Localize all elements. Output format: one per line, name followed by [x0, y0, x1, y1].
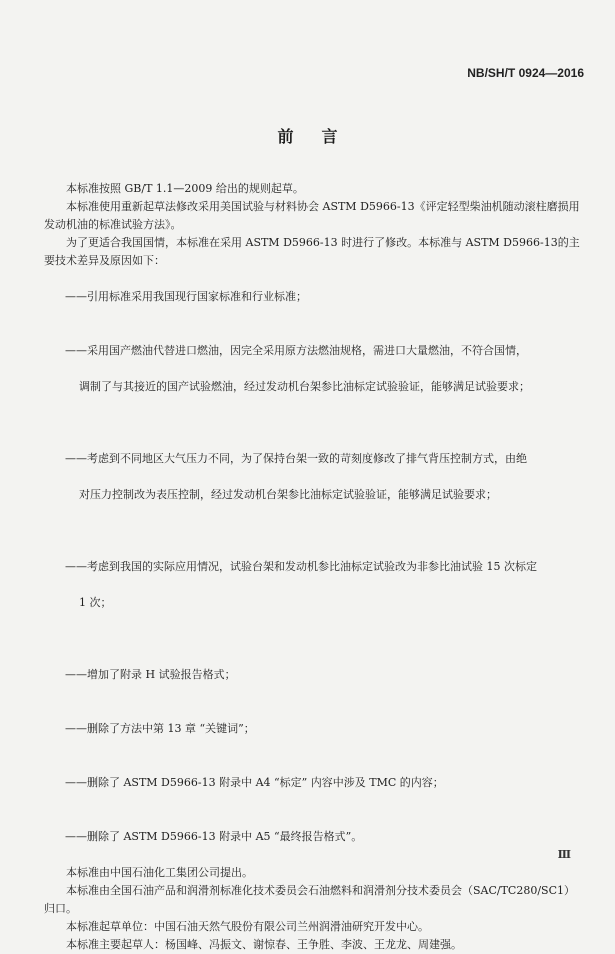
difference-line: ——删除了方法中第 13 章 “关键词”；	[64, 722, 255, 735]
paragraph-modification-intro: 为了更适合我国国情，本标准在采用 ASTM D5966-13 时进行了修改。本标准与 ASTM D5966-13的主要技术差异及原因如下：	[44, 236, 580, 267]
difference-continuation: 调制了与其接近的国产试验燃油，经过发动机台架参比油标定试验验证，能够满足试验要求；	[79, 380, 530, 393]
difference-continuation: 对压力控制改为表压控制，经过发动机台架参比油标定试验验证，能够满足试验要求；	[79, 488, 497, 501]
paragraph-drafting-rules: 本标准按照 GB/T 1.1—2009 给出的规则起草。	[66, 182, 304, 195]
difference-item	[44, 432, 584, 540]
difference-item	[44, 810, 584, 864]
paragraph-adoption-method: 本标准使用重新起草法修改采用美国试验与材料协会 ASTM D5966-13《评定轻型柴油机随动滚柱磨损用发动机油的标准试验方法》。	[44, 200, 580, 231]
difference-line: ——采用国产燃油代替进口燃油，因完全采用原方法燃油规格，需进口大量燃油，不符合国情，	[64, 344, 527, 357]
standard-number: NB/SH/T 0924—2016	[467, 66, 584, 80]
difference-line: ——考虑到我国的实际应用情况，试验台架和发动机参比油标定试验改为非参比油试验 15 次标定	[64, 560, 537, 573]
difference-item	[44, 324, 584, 432]
difference-line: ——增加了附录 H 试验报告格式；	[64, 668, 236, 681]
difference-item	[44, 702, 584, 756]
difference-line: ——引用标准采用我国现行国家标准和行业标准；	[64, 290, 307, 303]
page-number: Ⅲ	[557, 848, 571, 861]
difference-item	[44, 540, 584, 648]
paragraph-drafting-unit: 本标准起草单位：中国石油天然气股份有限公司兰州润滑油研究开发中心。	[66, 920, 429, 933]
difference-line: ——删除了 ASTM D5966-13 附录中 A5 “最终报告格式”。	[64, 830, 363, 843]
difference-line: ——考虑到不同地区大气压力不同，为了保持台架一致的苛刻度修改了排气背压控制方式，由绝	[64, 452, 527, 465]
paragraph-proposer: 本标准由中国石油化工集团公司提出。	[66, 866, 253, 879]
paragraph-main-drafters: 本标准主要起草人：杨国峰、冯振文、谢惊春、王争胜、李波、王龙龙、周建强。	[66, 938, 462, 951]
section-title: 前言	[277, 127, 366, 146]
difference-line: ——删除了 ASTM D5966-13 附录中 A4 “标定” 内容中涉及 TMC 的内容；	[64, 776, 444, 789]
difference-item	[44, 756, 584, 810]
paragraph-technical-committee: 本标准由全国石油产品和润滑剂标准化技术委员会石油燃料和润滑剂分技术委员会（SAC/TC280/SC1）归口。	[44, 884, 576, 915]
difference-item	[44, 648, 584, 702]
foreword-body	[44, 180, 584, 954]
difference-continuation: 1 次；	[79, 596, 112, 609]
difference-item	[44, 270, 584, 324]
